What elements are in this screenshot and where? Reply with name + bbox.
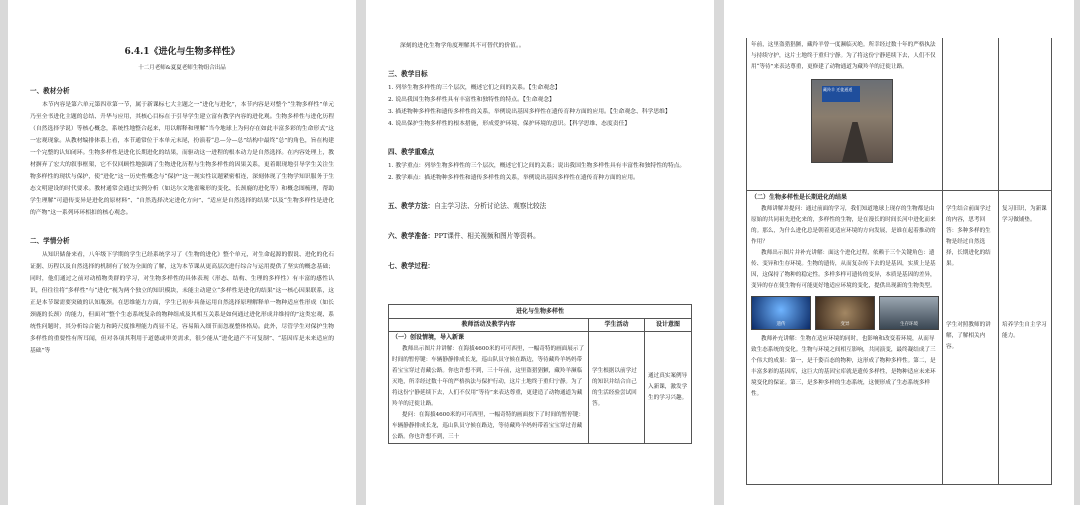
section-heading-textbook-analysis: 一、教材分析	[30, 87, 70, 95]
header-design-intent: 设计意图	[655, 321, 680, 328]
document-title: 6.4.1《进化与生物多样性》	[124, 47, 240, 57]
teaching-process-table	[388, 304, 692, 444]
image-label: 遗传	[776, 322, 786, 327]
design-intent-text: 通过真实案例导入新课，激发学生的学习兴趣。	[648, 373, 688, 401]
key-point-item: 1. 教学重点：列举生物多样性的三个层次，概述它们之间的关系；说出我国生物多样性具有丰富性和独特性的特点。	[388, 163, 686, 169]
prep-label: 六、教学准备：	[388, 232, 435, 240]
table-header-row	[389, 319, 691, 332]
table-caption: 进化与生物多样性	[389, 305, 691, 319]
row-title: （二）生物多样性是长期进化的结果	[751, 194, 848, 201]
table-row	[389, 332, 691, 443]
paragraph-student-analysis: 从知识储备来看，八年级下学期的学生已经系统学习了《生物的进化》整个单元，对生命起源的假说、进化的化石证据、历程以及自然选择的机制有了较为全面的了解，这为本节课从更高层次进行综合与运用提供了坚实的概念基础；同时，他们通过之前对动植物类群的学习，对生物多样性的具体表现（形态、结构、生理的多样性）有丰富的感性认识，但往往将“多样性”与“进化”视为两个独立的知识模块，未能主动建立“多样性是进化的结果”这一核心因果联系，这正是本节课需要突破的认知瓶颈。在思维能力方面，学生已初步具备运用自然选择原理解释单一物种适应性形成（如长颈鹿的长颈）的能力，但面对“整个生态系统复杂的物种组成及其相互关系是如何通过进化形成并维持的”这类宏观、系统性问题时，其分析综合能力和跨尺度推理能力尚显不足，容易陷入细节而忽视整体格局。此外，尽管学生对保护生物多样性的重要性有所耳闻，但对各项其利用于道德或审美需求，很少能从“进化遗产不可复制”、“基因库是未来适应的基础”等	[30, 252, 334, 354]
header-teacher-activity: 教师活动及教学内容	[389, 319, 589, 331]
row-body: 教师出示图片并补充讲解：面这个进化过程，依赖于三个关键角色：遗传、变异和生存环境。生物的遗传，从而复杂传下去的是基因，实质上是基因，这保持了物种的稳定性。多样多样可遗传的变异，本质是基因的差异，变异的存在使生物有可能更好地适应环境的变化，提供出现新的生物类型。	[751, 250, 936, 289]
student-activity-text: 学生对照教师的讲解，了解相关内容。	[946, 322, 991, 350]
image-environment	[879, 296, 939, 330]
key-point-item: 2. 教学难点：描述物种多样性和遗传多样性的关系，举例说出基因多样性在遗传育种方面的应用。	[388, 175, 639, 181]
student-activity-text: 学生结合前面学过的内容，思考回答：多种多样的生物是经过自然选择，长期进化的结果。	[946, 206, 991, 267]
section-heading-teaching-goals: 三、教学目标	[388, 70, 428, 78]
image-label: 生存环境	[900, 322, 918, 327]
image-heredity	[751, 296, 811, 330]
image-variation	[815, 296, 875, 330]
methods-value: 自主学习法、分析讨论法、观察比较法	[434, 202, 547, 210]
design-intent-cell	[645, 332, 691, 443]
section-2-block	[747, 192, 943, 400]
document-page-1	[8, 0, 356, 505]
row-title: （一）创设情境，导入新课	[392, 334, 465, 341]
design-intent-text: 复习旧识，为新课学习做铺垫。	[1002, 206, 1047, 223]
teaching-process-table-continued	[746, 38, 1052, 485]
goal-item: 2. 说出我国生物多样性具有丰富性和独特性的特点。【生命观念】	[388, 97, 555, 103]
methods-label: 五、教学方法：	[388, 202, 435, 210]
row-body: 教师讲解并提问：通过前面的学习，我们知道地球上现存的生物都是由原始的共同祖先进化来的，多样性的生物，是在漫长的时间长河中进化而来的。那么，为什么进化总是朝着更适应环境的方向发展，是谁在起着推动的作用？	[751, 206, 936, 245]
row-body-more: 提问：在海拔4600米的可可西里，一幅奇特的画面按下了时间的暂停键：车辆静静排成长龙，巡山队员守候在路边，等待藏羚羊妈妈带着宝宝穿过青藏公路。你也许想不到，三十	[392, 412, 585, 440]
document-page-3	[724, 0, 1074, 505]
document-page-2	[366, 0, 714, 505]
design-intent-text: 培养学生自主学习能力。	[1002, 322, 1047, 339]
section-heading-student-analysis: 二、学情分析	[30, 237, 70, 245]
concept-images	[751, 296, 939, 330]
goal-item: 4. 说出保护生物多样性的根本措施，形成爱护环境、保护环境的意识。【科学思维、态度责任】	[388, 121, 631, 127]
section-heading-teaching-process: 七、教学过程：	[388, 262, 435, 270]
header-student-activity: 学生活动	[589, 319, 645, 331]
paragraph-textbook-analysis: 本节内容是第六单元第四章第一节，属于新课标七大主题之一“进化与进化”，本节内容是对整个“生物多样性”单元乃至全书进化主题的总结、升华与应用，其核心目标在于引导学生建立富有教学内容的进化观。生物多样性与进化历程（自然选择学说）等核心概念，系统性地整合起来，用以解释和理解“当今地球上为何存在如此丰富多彩的生命形式”这一宏观现象。从教材编排体系上看，本节通常位于本单元末尾，扮演着“总—分—总”结构中最终“总”的角色，旨在构建一个完整的认知闭环。生物多样性是进化长期进化的结果，而驱动这一进程的根本动力是自然选择。在内容处理上，教材摒弃了宏大的叙事框架，它不仅回顾性地强调了生物进化历程与生物多样性的因果关系，更着眼现地引导学生关注生物多样性的现状与保护，使“进化”这一历史性概念与“保护”这一现实性议题紧密相连，深刻体现了生物学知识服务于生态文明建设的时代要求。教材通常会通过实例分析（如达尔文地雀喙形的变化、长颈鹿的进化等）和概念图梳理，帮助学生理解“可遗传变异是进化的原材料”、“自然选择决定进化方向”、“适应是自然选择的结果”以及“生物多样性是进化的产物”这一系列环环相扣的核心观念。	[30, 102, 334, 216]
row-body: 教师补充讲解：生物在适应环境的同时，也影响和改变着环境，从而导致生态系统的变化。生物与环境之间相互影响，共同演变，最终凝结成了三个伟大的成果：第一，是千姿百态的物种，这形成了物种多样性。第二，是丰富多彩的基因库，这巨大的基因宝库就是遗传多样性，是物种适应未来环境变化的保证。第三，是多种多样的生态系统，这便形成了生态系统多样性。	[751, 336, 936, 397]
paragraph-carryover: 深刻的进化生物学角度理解其不可替代的价值。。	[400, 43, 525, 49]
goal-item: 1. 列举生物多样性的三个层次，概述它们之间的关系。【生命观念】	[388, 85, 561, 91]
document-subtitle: 十二月老师&夏夏老师生物组合出品	[138, 65, 226, 71]
section-heading-teaching-prep	[388, 230, 692, 240]
section-heading-key-points: 四、教学重难点	[388, 148, 435, 156]
photo-sign: 藏羚羊 迁徙通道	[822, 86, 860, 102]
carryover-text: 年前，这里盗猎猖獗，藏羚羊曾一度濒临灭绝。所幸经过数十年的严格执法与持续守护，这片土地终于重归宁静。为了将这份宁静延续下去，人们不仅用“等待”来表达尊重，更修建了动物通道为藏羚羊的迁徙让路。	[751, 42, 936, 70]
image-label: 变异	[840, 322, 850, 327]
goal-item: 3. 描述物种多样性和遗传多样性的关系，举例说出基因多样性在遗传育种方面的应用。【生命观念、科学思维】	[388, 109, 671, 115]
tibetan-antelope-photo	[811, 79, 893, 163]
student-activity-text: 学生根据以前学过的知识并结合自己的生活经验尝试回答。	[592, 367, 637, 407]
prep-value: PPT课件、相关视频和图片等资料。	[434, 232, 540, 240]
student-activity-cell	[589, 332, 645, 443]
row-body: 教师出示图片并讲解：在海拔4600米的可可西里，一幅奇特的画面展示了时间的暂停键：车辆静静排成长龙，巡山队员守候在路边，等待藏羚羊妈妈带着宝宝穿过青藏公路。你也许想不到，三十年前，这里盗猎猖獗，藏羚羊濒临灭绝，所幸经过数十年的严格执法与保护行动，这片土地终于重归宁静。为了将这份宁静延续下去，人们不仅用“等待”来表达尊重，更建造了动物通道为藏羚羊的迁徙让路。	[392, 346, 585, 407]
section-heading-teaching-methods	[388, 200, 692, 210]
